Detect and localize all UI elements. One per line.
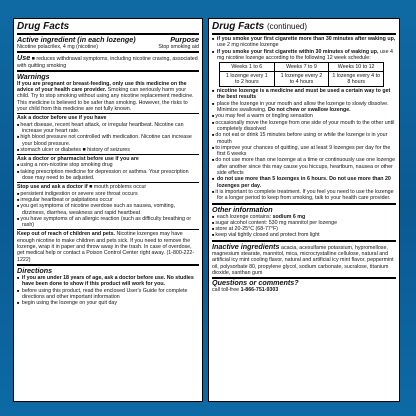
directions-label: Directions (17, 265, 53, 275)
warnings-label: Warnings (17, 71, 50, 81)
stop-use-label: Stop use and ask a doctor if (17, 184, 88, 191)
list-item: ■ do not use more than 5 lozenges in 6 hours. Do not use more than 20 lozenges per day. (212, 176, 396, 189)
purpose-label: Purpose (170, 35, 199, 44)
list-item: ■ keep vial tightly closed and protect from light (212, 232, 396, 238)
ask-doctor-label: Ask a doctor before use if you have (17, 115, 107, 122)
inactive-ingredients-text: acacia, acesulfame potassium, hypromellose, magnesium stearate, mannitol, mica, microcrystalline cellulose, natural and artificial icy mint cooling flavor, natural and artificial icy mint flavor, peppermint oil, polysorbate 80, propylene glycol, sodium carbonate, sucralose, titanium dioxide, xanthan gum (212, 244, 394, 276)
list-item: ■ heart disease, recent heart attack, or irregular heartbeat. Nicotine can increase your heart rate. (17, 122, 199, 135)
active-purpose: Stop smoking aid (158, 44, 199, 50)
stop-use-first: ■ mouth problems occur (89, 184, 147, 191)
active-ingredient: Nicotine polacrilex, 4 mg (nicotine) (17, 44, 98, 50)
keep-out-bold: Keep out of reach of children and pets. (17, 231, 116, 238)
list-item: ■ high blood pressure not controlled with medication. Nicotine can increase your blood pressure. (17, 134, 199, 147)
list-item: ■ you may feel a warm or tingling sensation (212, 113, 396, 119)
drug-facts-title: Drug Facts (17, 21, 70, 32)
inactive-ingredients-label: Inactive ingredients (212, 241, 280, 251)
list-item: ■ nicotine lozenge is a medicine and must be used a certain way to get the best results (212, 88, 396, 101)
list-item: ■ to improve your chances of quitting, use at least 9 lozenges per day for the first 6 weeks (212, 145, 396, 158)
list-item: ■ occasionally move the lozenge from one side of your mouth to the other until completely dissolved (212, 120, 396, 133)
use-label: Use (17, 53, 31, 63)
dosing-schedule-table (219, 62, 384, 87)
list-item: ■ store at 20-25°C (68-77°F) (212, 226, 396, 232)
list-item: ■ you have symptoms of an allergic reaction (such as difficulty breathing or rash) (17, 216, 199, 229)
inactive-ingredients (212, 243, 396, 276)
use-section (17, 54, 199, 69)
list-item: ■ you get symptoms of nicotine overdose such as nausea, vomiting, dizziness, diarrhea, weakness and rapid heartbeat (17, 203, 199, 216)
keep-out-of-reach (17, 231, 199, 262)
list-item: ■ if you are under 18 years of age, ask a doctor before use. No studies have been done to show if this product will work for you. (17, 275, 199, 288)
pregnancy-warning-bold: If you are pregnant or breast-feeding, only use this medicine on the advice of your health care provider. (17, 80, 187, 94)
pregnancy-warning (17, 81, 199, 112)
divider (17, 113, 199, 114)
active-ingredient-label: Active ingredient (in each lozenge) (17, 35, 136, 44)
divider (17, 229, 199, 230)
pregnancy-warning-text: Smoking can seriously harm your child. Try to stop smoking without using any nicotine replacement medicine. This medicine is believed to be safer than smoking. However, the risks to your child from this medicine are not fully known. (17, 87, 194, 113)
table-row (220, 72, 384, 87)
divider (17, 182, 199, 183)
keep-out-text: Nicotine lozenges may have enough nicotine to make children and pets sick. If you need to remove the lozenge, wrap it in paper and throw away in the trash. In case of overdose, get medical help or contact a Poison Control Center right away. (1-800-222-1222) (17, 231, 195, 263)
list-item: ■ taking prescription medicine for depression or asthma. Your prescription dose may need to be adjusted. (17, 169, 199, 182)
drug-facts-panel-right (208, 18, 400, 402)
use-text: ■ reduces withdrawal symptoms, including nicotine craving, associated with quitting smoking (17, 56, 198, 69)
list-item: ■ stomach ulcer or diabetes ■ history of seizures (17, 147, 199, 153)
drug-facts-title: Drug Facts (continued) (212, 21, 308, 32)
list-item: ■ do not use more than one lozenge at a time or continuously use one lozenge after another since this may cause you hiccups, heartburn, nausea or other side effects (212, 157, 396, 176)
list-item: ■ before using this product, read the enclosed User's Guide for complete directions and other important information (17, 288, 199, 301)
list-item: ■ it is important to complete treatment. If you feel you need to use the lozenge for a longer period to keep from smoking, talk to your health care provider. (212, 189, 396, 202)
drug-facts-panel-left (13, 18, 203, 402)
list-item: ■ using a non-nicotine stop smoking drug (17, 162, 199, 168)
list-item: ■ each lozenge contains: sodium 6 mg (212, 214, 396, 220)
divider (17, 51, 199, 53)
divider (17, 154, 199, 155)
table-row (220, 63, 384, 72)
list-item: ■ place the lozenge in your mouth and allow the lozenge to slowly dissolve. Minimize swallowing. Do not chew or swallow lozenge. (212, 101, 396, 114)
other-information-label: Other information (212, 204, 273, 214)
active-ingredient-header (17, 36, 199, 44)
table-header-cell: Weeks 10 to 12 (329, 63, 384, 72)
table-header-cell: Weeks 7 to 9 (274, 63, 329, 72)
table-cell: 1 lozenge every 2 to 4 hours (274, 72, 329, 87)
table-header-cell: Weeks 1 to 6 (220, 63, 275, 72)
list-item: ■ irregular heartbeat or palpitations occur (17, 197, 199, 203)
list-item: ■ begin using the lozenge on your quit day (17, 300, 199, 306)
list-item: ■ sugar alcohol content: 530 mg mannitol per lozenge (212, 220, 396, 226)
table-cell: 1 lozenge every 4 to 8 hours (329, 72, 384, 87)
list-item: ■ persistent indigestion or severe sore throat occurs (17, 191, 199, 197)
divider (212, 33, 396, 35)
list-item: ■ if you smoke your first cigarette more than 30 minutes after waking up, use 2 mg nicotine lozenge (212, 36, 396, 49)
list-item: ■ if you smoke your first cigarette within 30 minutes of waking up, use 4 mg nicotine lozenge according to the following 12 week schedule: (212, 49, 396, 62)
questions-contact: call toll-free 1-866-751-9303 (212, 286, 279, 293)
active-ingredient-row (17, 44, 199, 50)
questions-label: Questions or comments? (212, 278, 299, 288)
ask-pharmacist-label: Ask a doctor or pharmacist before use if you are (17, 156, 139, 163)
table-cell: 1 lozenge every 1 to 2 hours (220, 72, 275, 87)
list-item: ■ do not eat or drink 15 minutes before using or while the lozenge is in your mouth (212, 132, 396, 145)
phone-number: 1-866-751-9303 (240, 286, 279, 293)
continued-label: (continued) (267, 22, 308, 31)
